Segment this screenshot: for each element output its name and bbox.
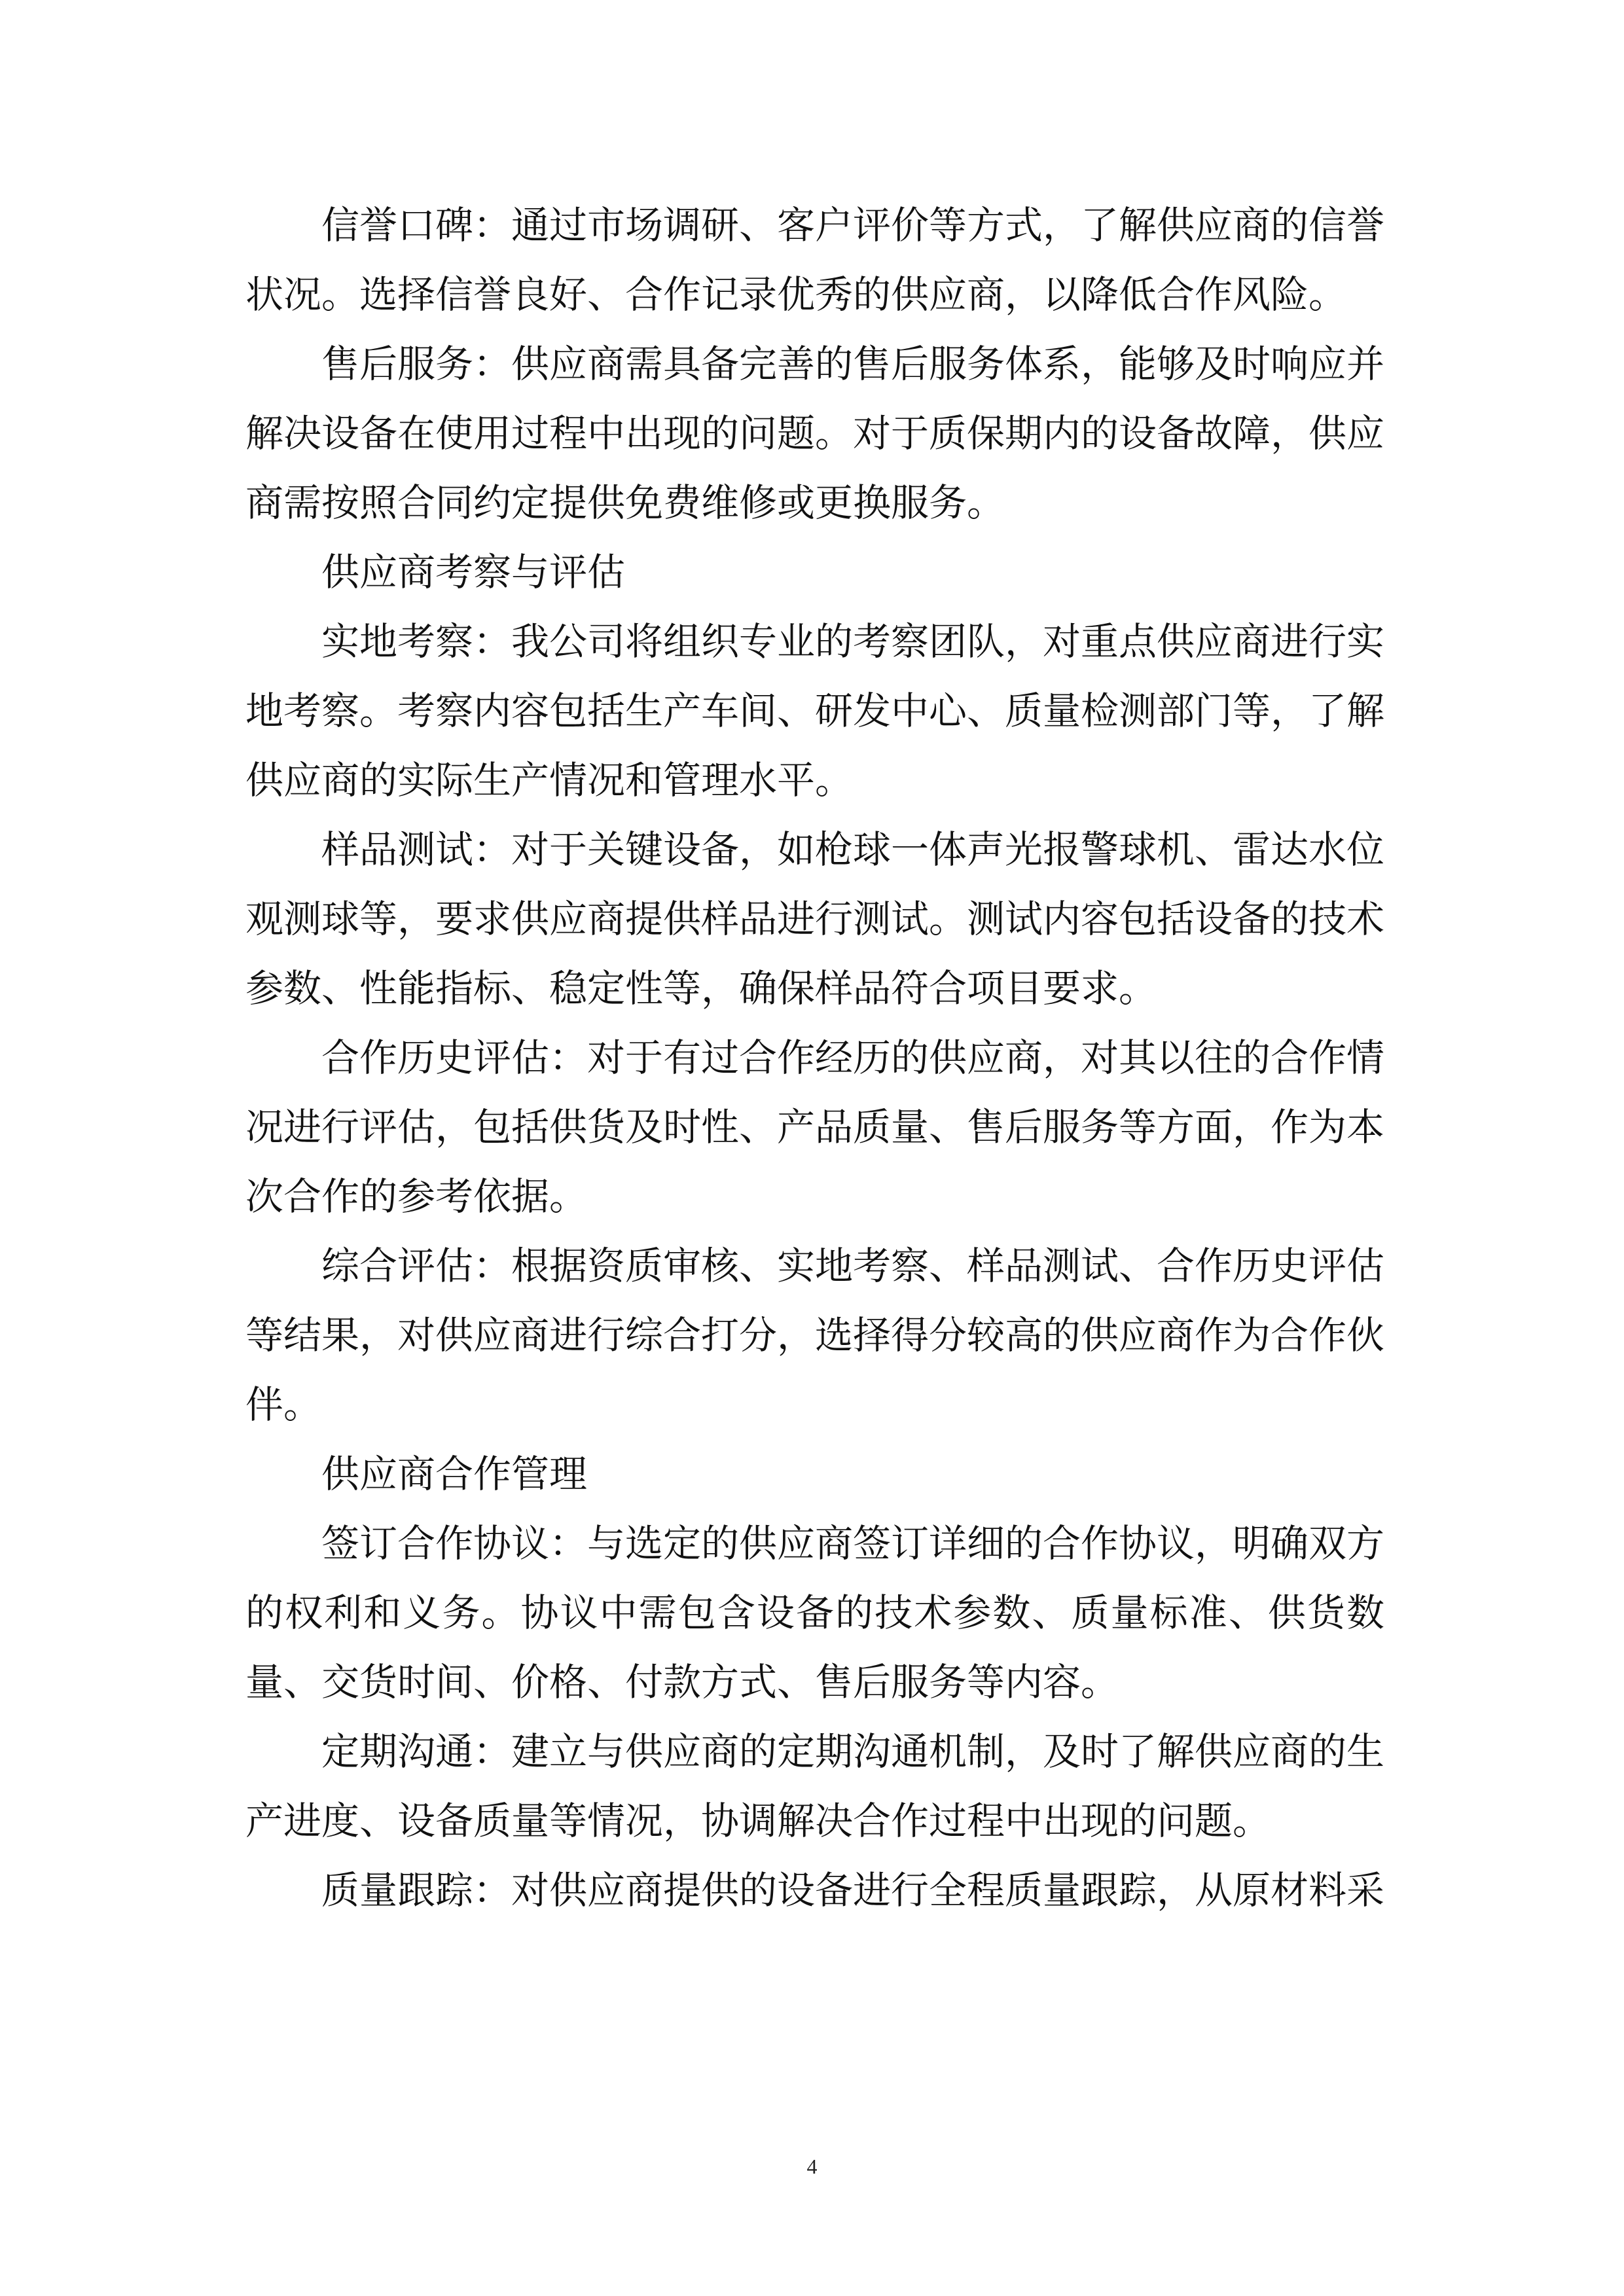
page-number: 4 — [806, 2155, 818, 2178]
paragraph-cooperation-history: 合作历史评估：对于有过合作经历的供应商，对其以往的合作情况进行评估，包括供货及时性、产品质量、售后服务等方面，作为本次合作的参考依据。 — [245, 1035, 1385, 1219]
section-heading-supplier-management: 供应商合作管理 — [321, 1452, 588, 1496]
paragraph-sample-testing: 样品测试：对于关键设备，如枪球一体声光报警球机、雷达水位观测球等，要求供应商提供样品进行测试。测试内容包括设备的技术参数、性能指标、稳定性等，确保样品符合项目要求。 — [245, 827, 1385, 1011]
section-heading-supplier-inspection: 供应商考察与评估 — [321, 550, 626, 594]
paragraph-after-sales-service: 售后服务：供应商需具备完善的售后服务体系，能够及时响应并解决设备在使用过程中出现的问题。对于质保期内的设备故障，供应商需按照合同约定提供免费维修或更换服务。 — [245, 342, 1385, 525]
paragraph-quality-tracking: 质量跟踪：对供应商提供的设备进行全程质量跟踪，从原材料采 — [321, 1868, 1385, 1912]
paragraph-site-inspection: 实地考察：我公司将组织专业的考察团队，对重点供应商进行实地考察。考察内容包括生产车间、研发中心、质量检测部门等，了解供应商的实际生产情况和管理水平。 — [245, 619, 1385, 802]
paragraph-sign-agreement: 签订合作协议：与选定的供应商签订详细的合作协议，明确双方的权利和义务。协议中需包含设备的技术参数、质量标准、供货数量、交货时间、价格、付款方式、售后服务等内容。 — [245, 1521, 1385, 1704]
paragraph-regular-communication: 定期沟通：建立与供应商的定期沟通机制，及时了解供应商的生产进度、设备质量等情况，协调解决合作过程中出现的问题。 — [245, 1729, 1385, 1843]
paragraph-comprehensive-evaluation: 综合评估：根据资质审核、实地考察、样品测试、合作历史评估等结果，对供应商进行综合打分，选择得分较高的供应商作为合作伙伴。 — [245, 1244, 1385, 1427]
document-body — [245, 190, 1384, 1925]
paragraph-reputation: 信誉口碑：通过市场调研、客户评价等方式，了解供应商的信誉状况。选择信誉良好、合作记录优秀的供应商，以降低合作风险。 — [245, 203, 1385, 317]
